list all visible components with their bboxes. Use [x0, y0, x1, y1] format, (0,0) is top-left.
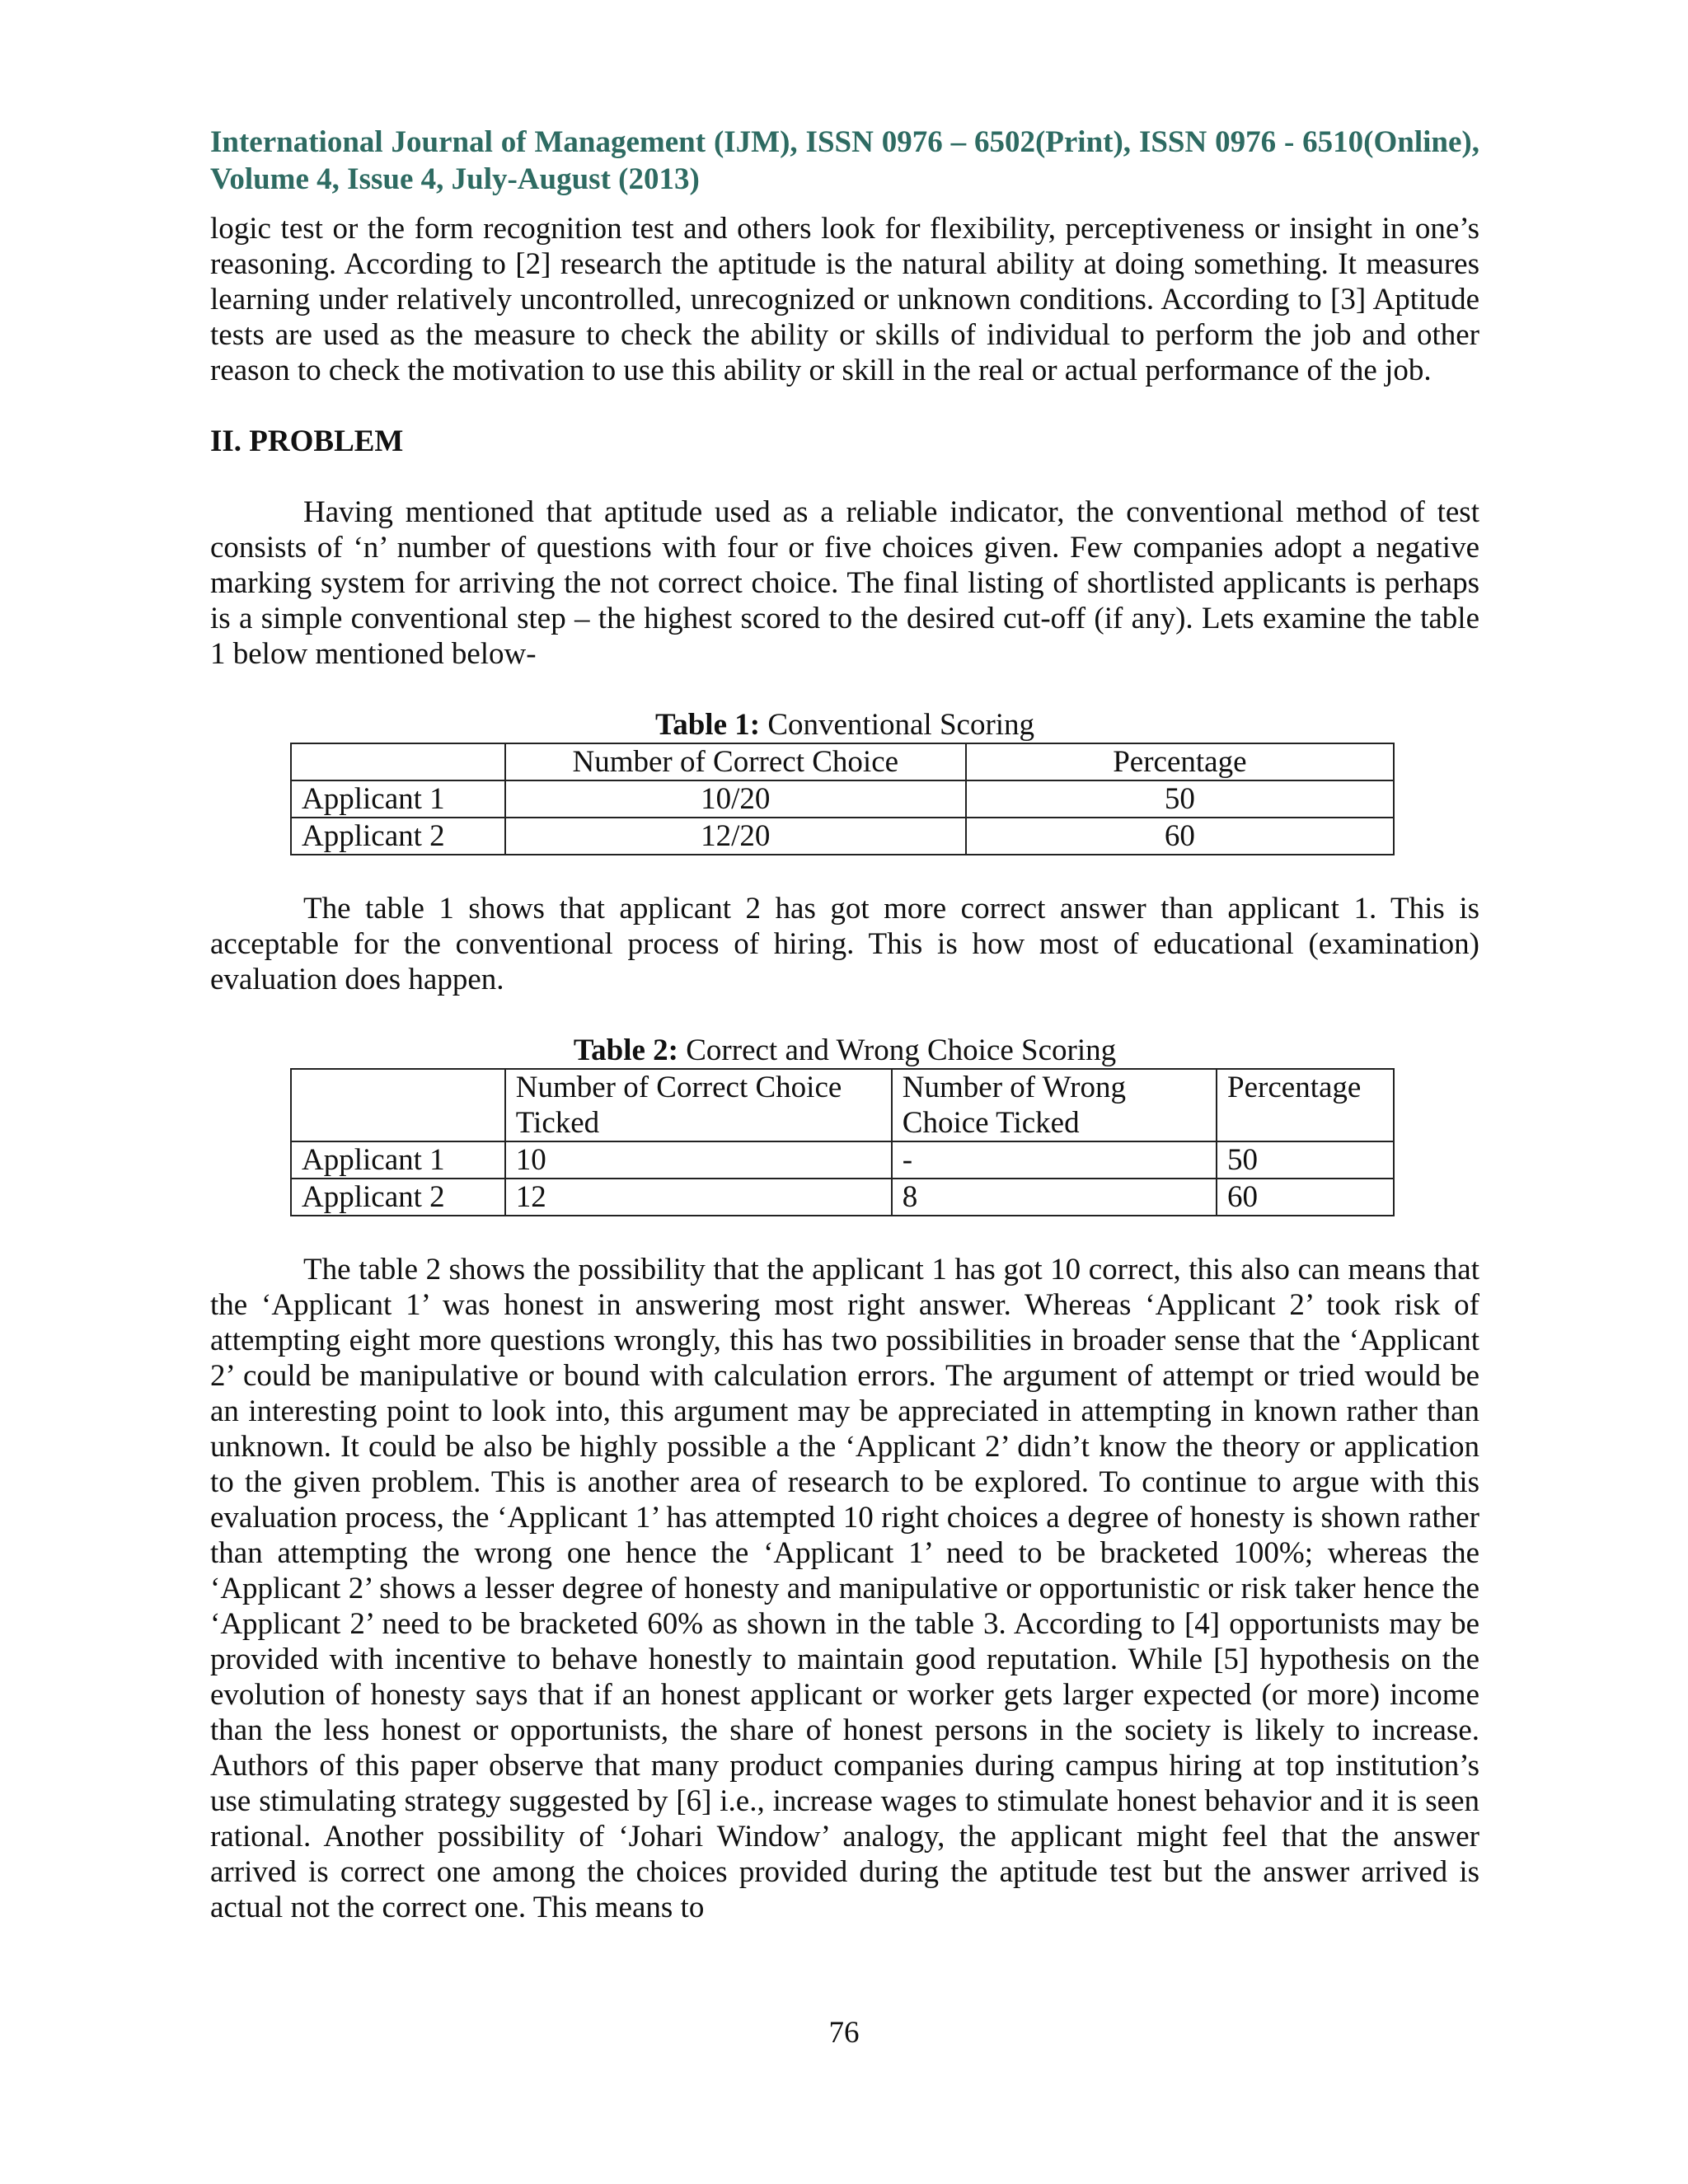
table2-caption — [210, 1033, 1479, 1068]
table1 — [290, 743, 1395, 855]
table-header-cell — [291, 1069, 505, 1141]
table-row — [291, 1141, 1394, 1179]
table2-header-row — [291, 1069, 1394, 1141]
table-cell: 50 — [966, 780, 1394, 818]
table-row — [291, 818, 1394, 855]
table2-caption-label: Table 2: — [573, 1033, 678, 1067]
table-cell: 60 — [1217, 1179, 1394, 1216]
table1-caption-text: Conventional Scoring — [760, 708, 1035, 742]
table-row — [291, 1179, 1394, 1216]
table-cell: 60 — [966, 818, 1394, 855]
table-header-cell: Number of Correct Choice — [505, 743, 966, 780]
table2-paragraph: The table 2 shows the possibility that the applicant 1 has got 10 correct, this also can means that the ‘Applicant 1’ was honest in answering most right answer. Whereas ‘Applicant 2’ took risk of attempting eight more questions wrongly, this has two possibilities in broader sense that the ‘Applicant 2’ could be manipulative or bound with calculation errors. The argument of attempt or tried would be an interesting point to look into, this argument may be appreciated in attempting in known rather than unknown. It could be also be highly possible a the ‘Applicant 2’ didn’t know the theory or application to the given problem. This is another area of research to be explored. To continue to argue with this evaluation process, the ‘Applicant 1’ has attempted 10 right choices a degree of honesty is shown rather than attempting the wrong one hence the ‘Applicant 1’ need to be bracketed 100%; whereas the ‘Applicant 2’ shows a lesser degree of honesty and manipulative or opportunistic or risk taker hence the ‘Applicant 2’ need to be bracketed 60% as shown in the table 3. According to [4] opportunists may be provided with incentive to behave honestly to maintain good reputation. While [5] hypothesis on the evolution of honesty says that if an honest applicant or worker gets larger expected (or more) income than the less honest or opportunists, the share of honest persons in the society is likely to increase. Authors of this paper observe that many product companies during campus hiring at top institution’s use stimulating strategy suggested by [6] i.e., increase wages to stimulate honest behavior and it is seen rational. Another possibility of ‘Johari Window’ analogy, the applicant might feel that the answer arrived is correct one among the choices provided during the aptitude test but the answer arrived is actual not the correct one. This means to — [210, 1253, 1479, 1924]
table-cell: Applicant 1 — [291, 780, 505, 818]
table2 — [290, 1068, 1395, 1216]
table-cell: Applicant 2 — [291, 1179, 505, 1216]
table-cell: 12/20 — [505, 818, 966, 855]
problem-paragraph: Having mentioned that aptitude used as a reliable indicator, the conventional method of test consists of ‘n’ number of questions with four or five choices given. Few companies adopt a negative marking system for arriving the not correct choice. The final listing of shortlisted applicants is perhaps is a simple conventional step – the highest scored to the desired cut-off (if any). Lets examine the table 1 below mentioned below- — [210, 495, 1479, 671]
table1-caption — [210, 707, 1479, 743]
table-cell: 10 — [505, 1141, 892, 1179]
table-cell: 8 — [892, 1179, 1217, 1216]
table-header-cell: Percentage — [1217, 1069, 1394, 1141]
table1-header-row — [291, 743, 1394, 780]
intro-paragraph: logic test or the form recognition test and others look for flexibility, perceptiveness or insight in one’s reasoning. According to [2] research the aptitude is the natural ability at doing something. It measures learning under relatively uncontrolled, unrecognized or unknown conditions. According to [3] Aptitude tests are used as the measure to check the ability or skills of individual to perform the job and other reason to check the motivation to use this ability or skill in the real or actual performance of the job. — [210, 212, 1479, 387]
table2-caption-text: Correct and Wrong Choice Scoring — [678, 1033, 1117, 1067]
table-cell: Applicant 2 — [291, 818, 505, 855]
table-header-cell — [291, 743, 505, 780]
table-row — [291, 780, 1394, 818]
table-cell: 50 — [1217, 1141, 1394, 1179]
table-cell: Applicant 1 — [291, 1141, 505, 1179]
table-cell: 12 — [505, 1179, 892, 1216]
table-header-cell: Number of Correct Choice Ticked — [505, 1069, 892, 1141]
page-body — [210, 124, 1479, 1925]
table-header-cell: Percentage — [966, 743, 1394, 780]
journal-header: International Journal of Management (IJM), ISSN 0976 – 6502(Print), ISSN 0976 - 6510(Online), Volume 4, Issue 4, July-August (2013) — [210, 125, 1479, 196]
table-header-cell: Number of Wrong Choice Ticked — [892, 1069, 1217, 1141]
page-number: 76 — [828, 2016, 860, 2050]
table-cell: 10/20 — [505, 780, 966, 818]
table-cell: - — [892, 1141, 1217, 1179]
table1-paragraph: The table 1 shows that applicant 2 has got more correct answer than applicant 1. This is acceptable for the conventional process of hiring. This is how most of educational (examination) evaluation does happen. — [210, 892, 1479, 996]
section-heading: II. PROBLEM — [210, 424, 404, 458]
table1-caption-label: Table 1: — [654, 708, 761, 742]
